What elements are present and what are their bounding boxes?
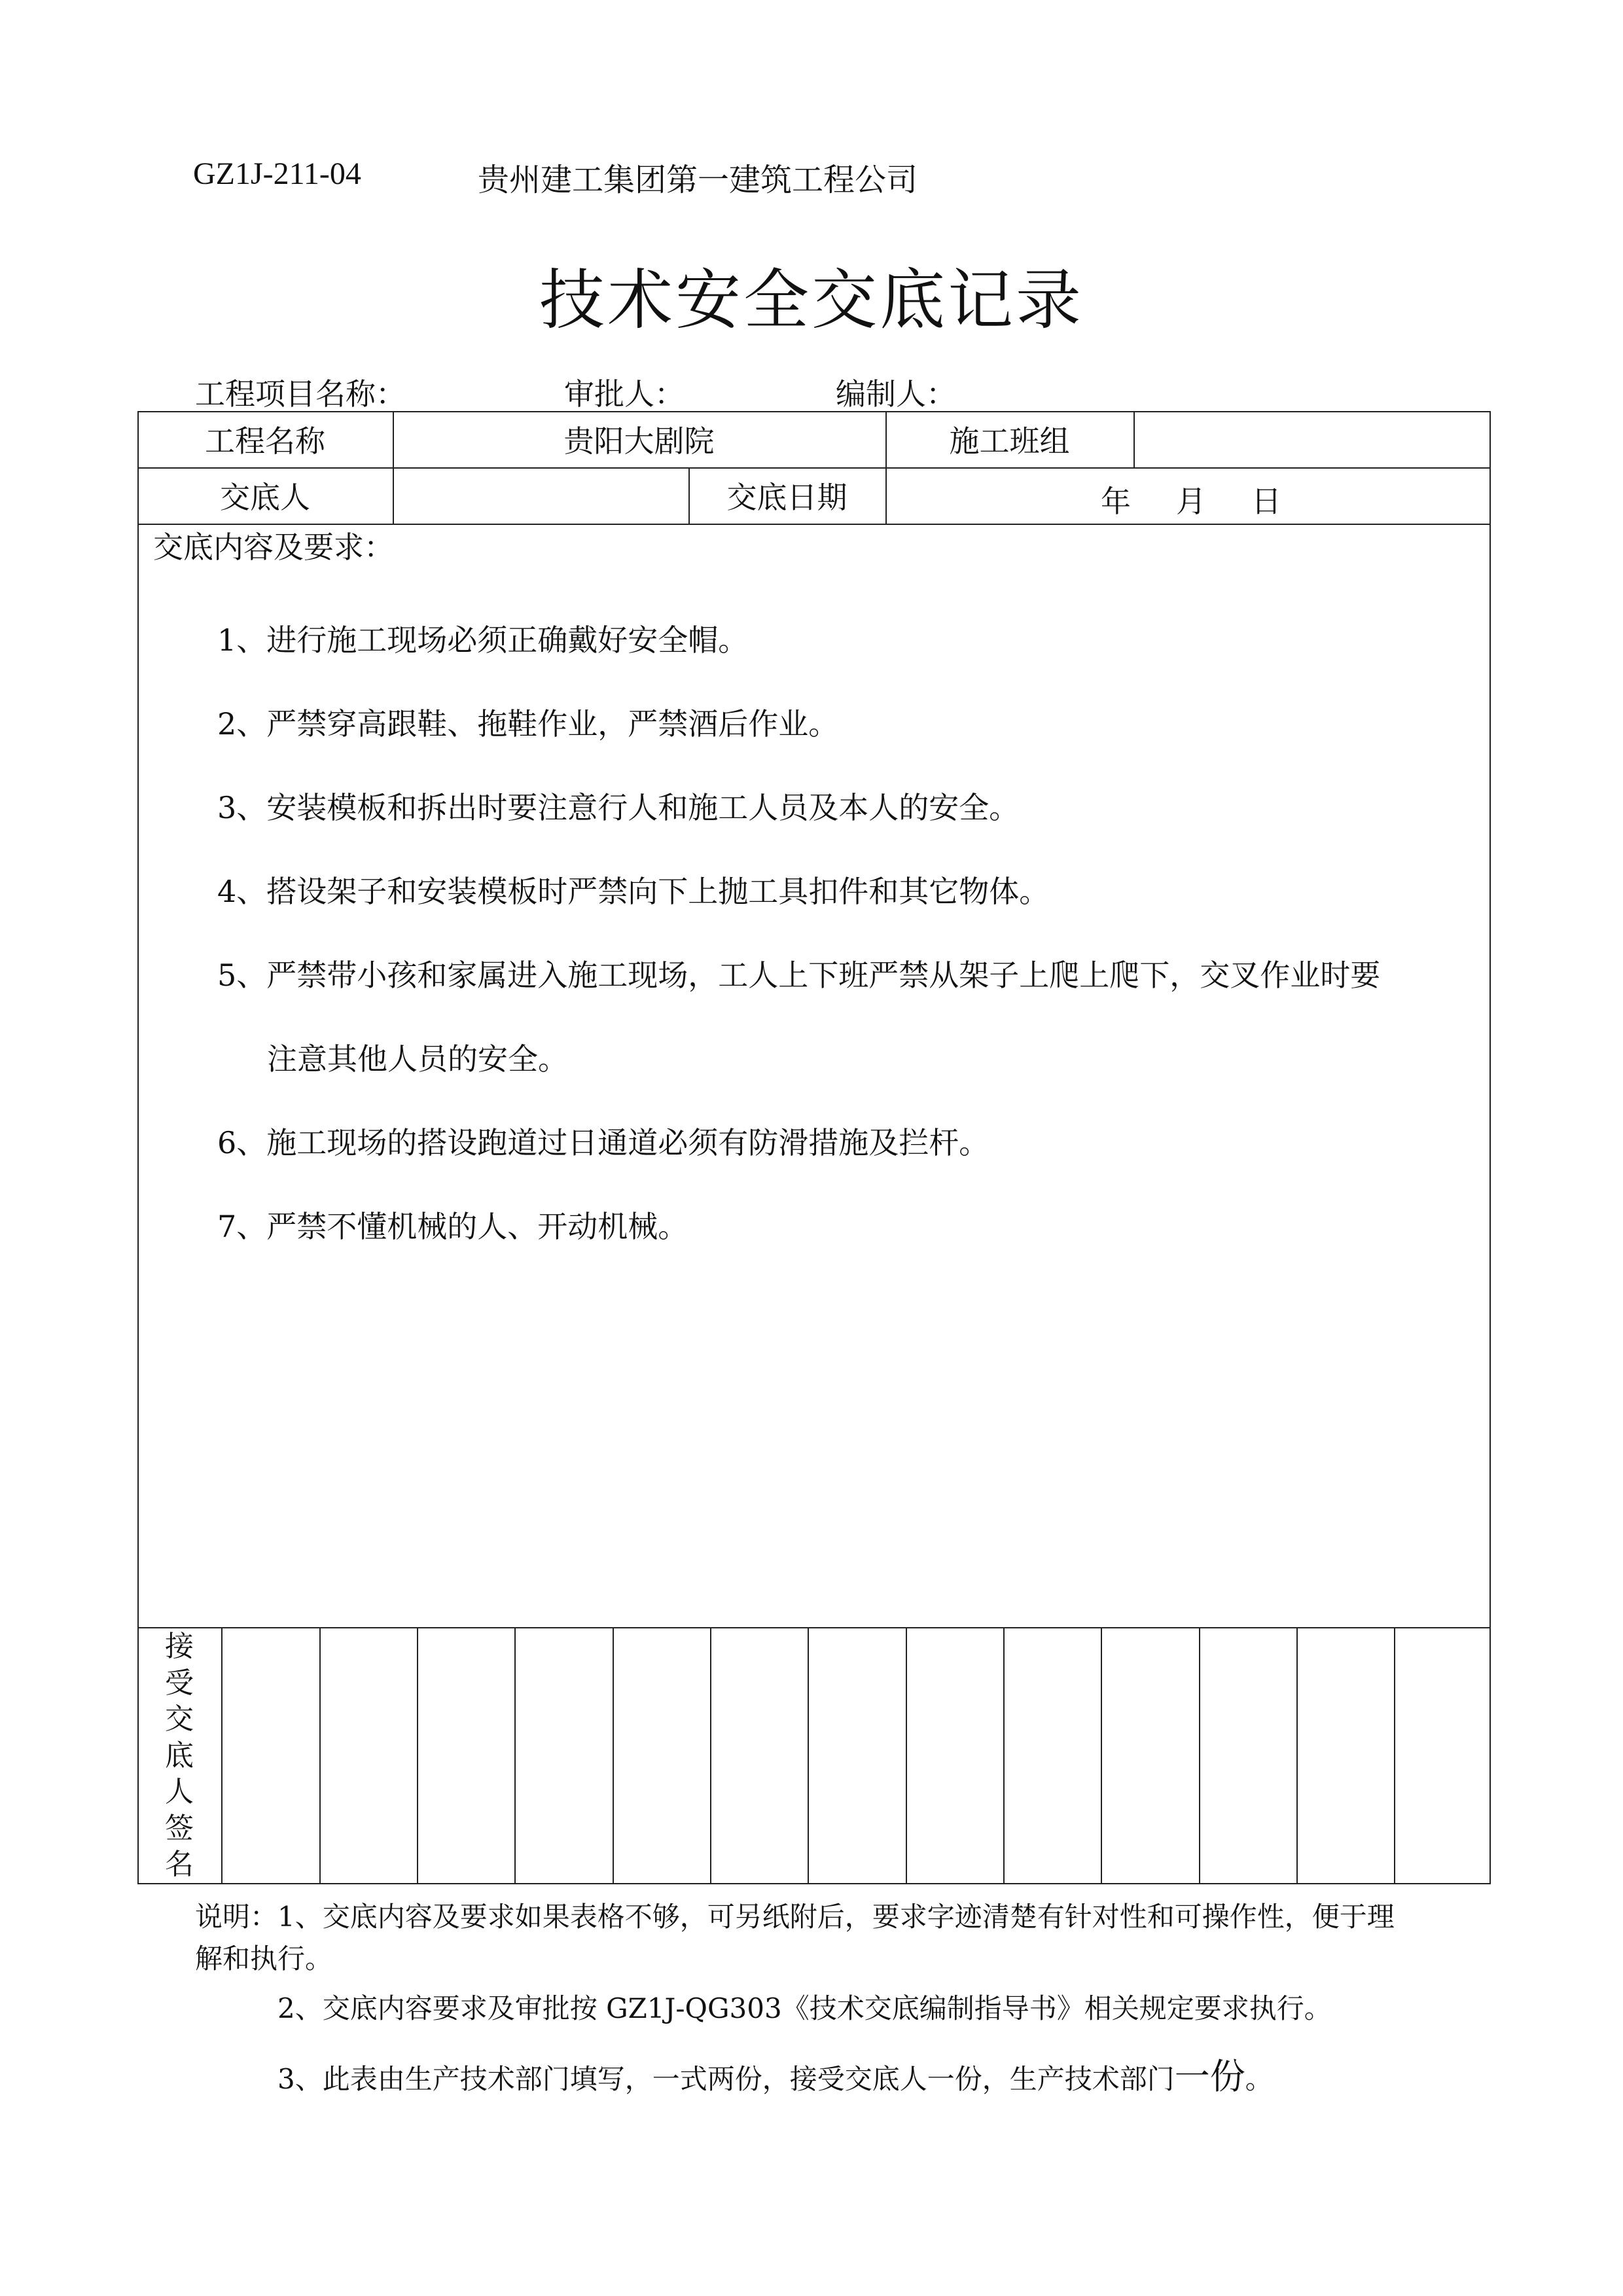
- signature-label-char: 名: [165, 1848, 194, 1881]
- content-heading: 交底内容及要求：: [153, 529, 394, 565]
- signature-cell[interactable]: [1199, 1627, 1200, 1884]
- signature-label-char: 签: [165, 1811, 194, 1845]
- team-value[interactable]: [1133, 411, 1491, 467]
- signature-cell[interactable]: [710, 1627, 711, 1884]
- note-3-main: 3、此表由生产技术部门填写，一式两份，接受交底人一份，生产技术部门: [277, 2063, 1175, 2095]
- signature-cell[interactable]: [613, 1627, 614, 1884]
- row-divider: [137, 1627, 1491, 1628]
- date-day[interactable]: 日: [1251, 484, 1281, 519]
- requirement-item: 5、严禁带小孩和家属进入施工现场，工人上下班严禁从架子上爬上爬下，交叉作业时要: [217, 958, 1381, 993]
- requirement-item: 1、进行施工现场必须正确戴好安全帽。: [217, 622, 749, 658]
- requirement-item: 7、严禁不懂机械的人、开动机械。: [217, 1209, 688, 1244]
- signature-cell[interactable]: [906, 1627, 907, 1884]
- signature-label-char: 人: [165, 1775, 194, 1808]
- requirement-item: 2、严禁穿高跟鞋、拖鞋作业，严禁酒后作业。: [217, 706, 839, 742]
- signature-cell[interactable]: [417, 1627, 418, 1884]
- company-name: 贵州建工集团第一建筑工程公司: [478, 162, 918, 198]
- signature-row-label: [137, 1627, 221, 1884]
- signature-cell[interactable]: [514, 1627, 516, 1884]
- note-1-line-1: 说明：1、交底内容及要求如果表格不够，可另纸附后，要求字迹清楚有针对性和可操作性，便于理: [195, 1901, 1395, 1933]
- note-3-end: 。: [1245, 2063, 1273, 2095]
- signature-label-char: 底: [165, 1738, 194, 1772]
- note-3: [277, 2049, 1273, 2099]
- signature-cell[interactable]: [1101, 1627, 1102, 1884]
- signature-cell[interactable]: [808, 1627, 809, 1884]
- date-label: 交底日期: [726, 480, 847, 515]
- signature-label-char: 交: [165, 1702, 194, 1736]
- signature-cell[interactable]: [1296, 1627, 1298, 1884]
- presenter-label: 交底人: [220, 480, 310, 515]
- form-code: GZ1J-211-04: [193, 156, 361, 191]
- signature-divider: [221, 1627, 223, 1884]
- note-2: 2、交底内容要求及审批按 GZ1J-QG303《技术交底编制指导书》相关规定要求执行。: [277, 1992, 1332, 2024]
- presenter-value[interactable]: [393, 467, 688, 524]
- date-month[interactable]: 月: [1176, 484, 1206, 519]
- project-name-value[interactable]: 贵阳大剧院: [563, 423, 715, 459]
- approver-label: 审批人：: [564, 376, 685, 412]
- date-year[interactable]: 年: [1101, 484, 1131, 519]
- team-label: 施工班组: [949, 423, 1070, 459]
- signature-label-char: 接: [165, 1630, 194, 1663]
- document-title: 技术安全交底记录: [539, 262, 1084, 338]
- note-1-line-2: 解和执行。: [195, 1943, 333, 1975]
- project-name-label: 工程名称: [205, 423, 325, 459]
- requirement-item: 6、施工现场的搭设跑道过日通道必须有防滑措施及拦杆。: [217, 1125, 990, 1160]
- requirement-item-continued: 注意其他人员的安全。: [267, 1041, 568, 1077]
- signature-label-char: 受: [165, 1666, 194, 1700]
- signature-cell[interactable]: [1003, 1627, 1005, 1884]
- signature-cell[interactable]: [319, 1627, 321, 1884]
- project-label: 工程项目名称：: [195, 376, 406, 412]
- note-3-emphasis: 一份: [1174, 2056, 1245, 2097]
- requirement-item: 4、搭设架子和安装模板时严禁向下上抛工具扣件和其它物体。: [217, 874, 1050, 909]
- editor-label: 编制人：: [836, 376, 956, 412]
- signature-cell[interactable]: [1394, 1627, 1395, 1884]
- requirement-item: 3、安装模板和拆出时要注意行人和施工人员及本人的安全。: [217, 790, 1020, 825]
